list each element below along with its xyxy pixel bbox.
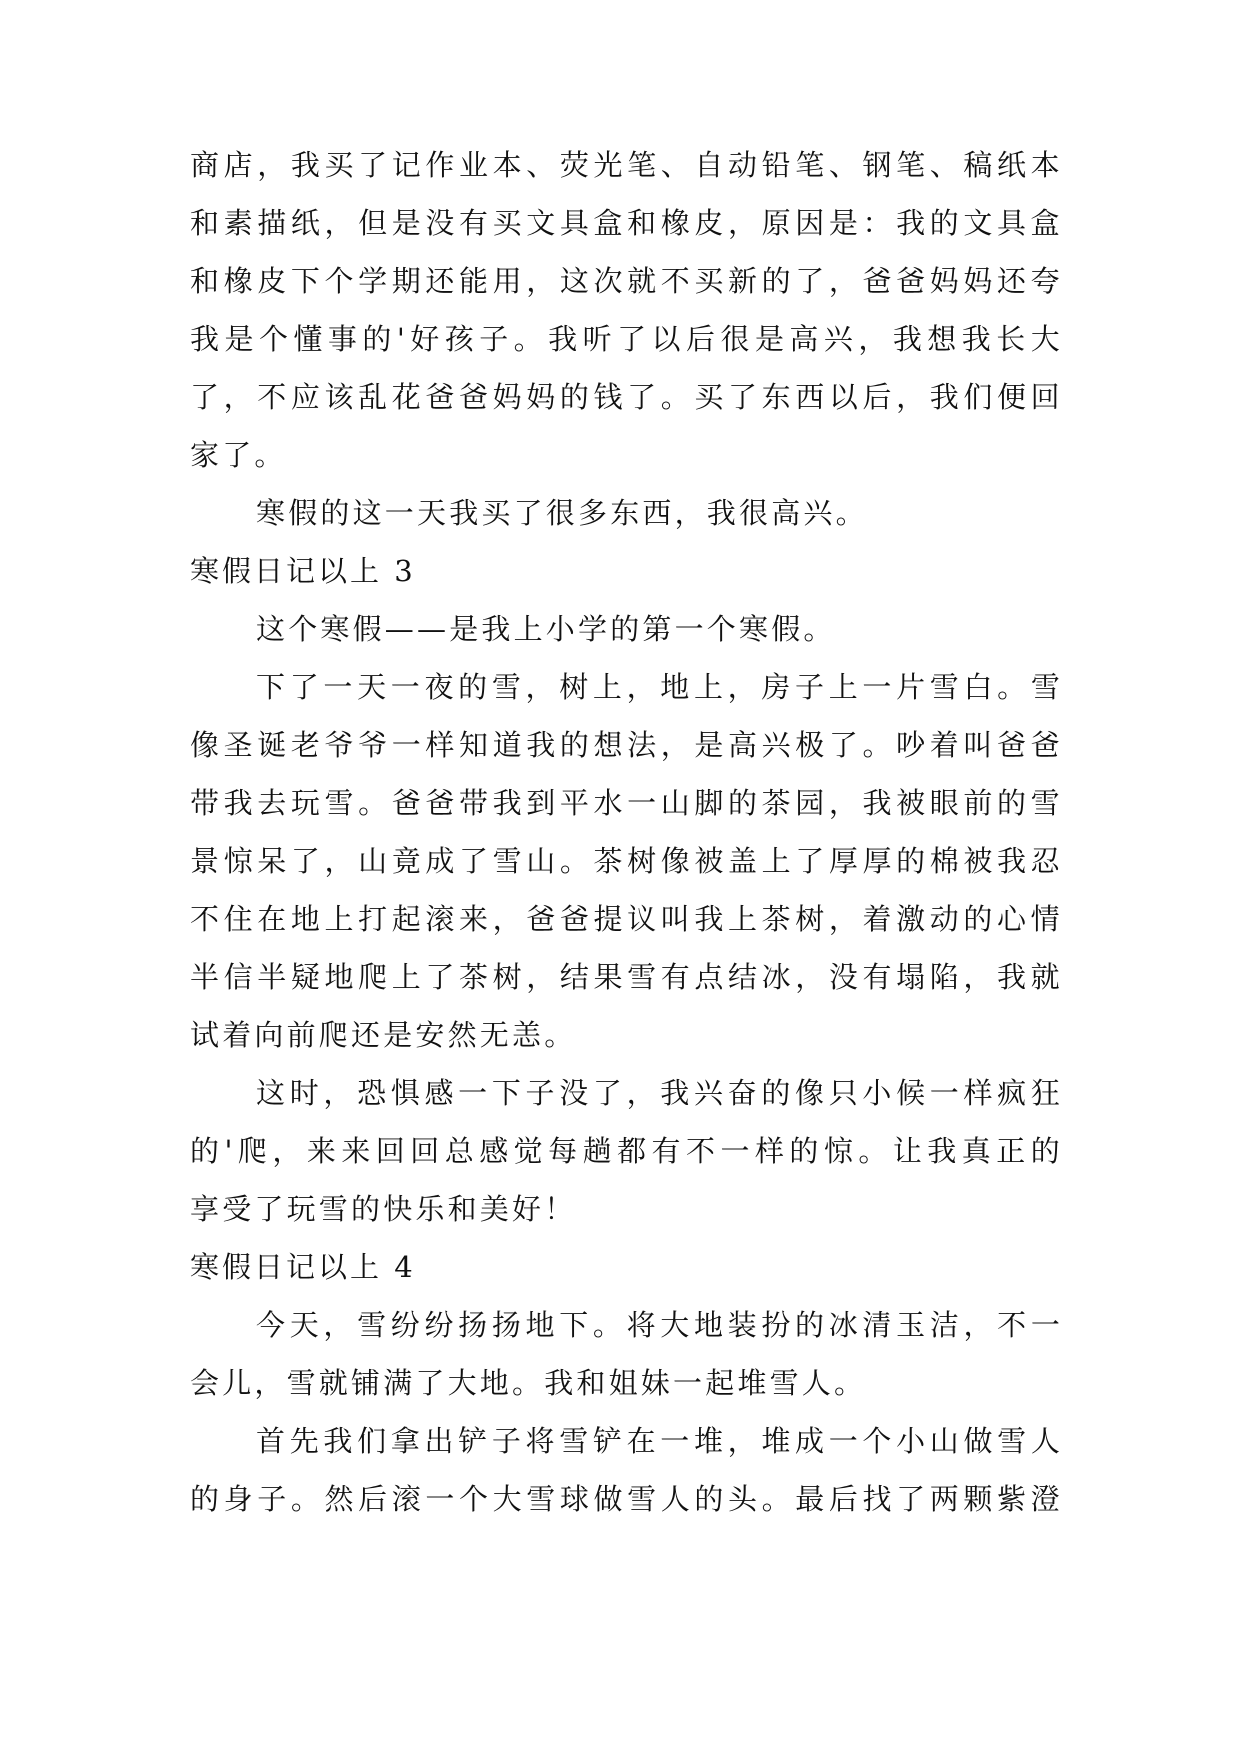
text-line: 了 ， 不 应 该 乱 花 爸 爸 妈 妈 的 钱 了 。 买 了 东 西 以 后 ， 我 们 便 回: [190, 380, 1060, 414]
text-line: 享受了玩雪的快乐和美好！: [190, 1192, 577, 1226]
section-heading: 寒假日记以上 4: [190, 1250, 416, 1284]
text-line: 下 了 一 天 一 夜 的 雪 ， 树 上 ， 地 上 ， 房 子 上 一 片 雪 白 。 雪: [256, 670, 1060, 704]
text-line: 和 素 描 纸 ， 但 是 没 有 买 文 具 盒 和 橡 皮 ， 原 因 是 ： 我 的 文 具 盒: [190, 206, 1060, 240]
text-line: 试着向前爬还是安然无恙。: [190, 1018, 577, 1052]
text-line: 的 身 子 。 然 后 滚 一 个 大 雪 球 做 雪 人 的 头 。 最 后 找 了 两 颗 紫 澄: [190, 1482, 1060, 1516]
text-line: 我 是 个 懂 事 的 ' 好 孩 子 。 我 听 了 以 后 很 是 高 兴 ， 我 想 我 长 大: [190, 322, 1060, 356]
text-line: 和 橡 皮 下 个 学 期 还 能 用 ， 这 次 就 不 买 新 的 了 ， 爸 爸 妈 妈 还 夸: [190, 264, 1060, 298]
text-line: 半 信 半 疑 地 爬 上 了 茶 树 ， 结 果 雪 有 点 结 冰 ， 没 有 塌 陷 ， 我 就: [190, 960, 1060, 994]
text-line: 商 店 ， 我 买 了 记 作 业 本 、 荧 光 笔 、 自 动 铅 笔 、 钢 笔 、 稿 纸 本: [190, 148, 1060, 182]
text-line: 的 ' 爬 ， 来 来 回 回 总 感 觉 每 趟 都 有 不 一 样 的 惊 。 让 我 真 正 的: [190, 1134, 1060, 1168]
text-line: 寒假的这一天我买了很多东西，我很高兴。: [256, 496, 868, 530]
text-line: 不 住 在 地 上 打 起 滚 来 ， 爸 爸 提 议 叫 我 上 茶 树 ， 着 激 动 的 心 情: [190, 902, 1060, 936]
text-line: 景 惊 呆 了 ， 山 竟 成 了 雪 山 。 茶 树 像 被 盖 上 了 厚 厚 的 棉 被 我 忍: [190, 844, 1060, 878]
document-body: [190, 136, 1060, 1528]
text-line: 带 我 去 玩 雪 。 爸 爸 带 我 到 平 水 一 山 脚 的 茶 园 ， 我 被 眼 前 的 雪: [190, 786, 1060, 820]
text-line: 这 时 ， 恐 惧 感 一 下 子 没 了 ， 我 兴 奋 的 像 只 小 候 一 样 疯 狂: [256, 1076, 1060, 1110]
text-line: 会儿，雪就铺满了大地。我和姐妹一起堆雪人。: [190, 1366, 867, 1400]
text-line: 像 圣 诞 老 爷 爷 一 样 知 道 我 的 想 法 ， 是 高 兴 极 了 。 吵 着 叫 爸 爸: [190, 728, 1060, 762]
text-line: 首 先 我 们 拿 出 铲 子 将 雪 铲 在 一 堆 ， 堆 成 一 个 小 山 做 雪 人: [256, 1424, 1060, 1458]
text-line: 家了。: [190, 438, 287, 472]
section-heading: 寒假日记以上 3: [190, 554, 416, 588]
text-line: 今 天 ， 雪 纷 纷 扬 扬 地 下 。 将 大 地 装 扮 的 冰 清 玉 洁 ， 不 一: [256, 1308, 1060, 1342]
text-line: 这个寒假——是我上小学的第一个寒假。: [256, 612, 836, 646]
